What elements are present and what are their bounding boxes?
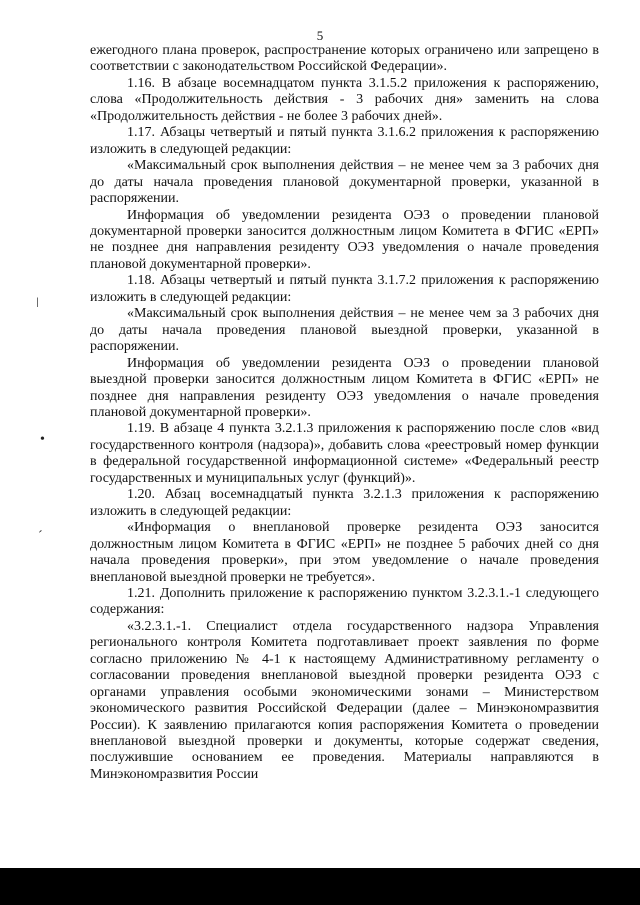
document-body <box>90 43 599 783</box>
paragraph-1-18-max-term: «Максимальный срок выполнения действия – не менее чем за 3 рабочих дня до даты начала проведения плановой выездной проверки, указанной в распоряжении. <box>90 306 599 355</box>
paragraph-closing-quote: ежегодного плана проверок, распространение которых ограничено или запрещено в соответствии с законодательством Российской Федерации». <box>90 43 599 75</box>
paragraph-1-20: 1.20. Абзац восемнадцатый пункта 3.2.1.3 приложения к распоряжению изложить в следующей редакции: <box>90 487 599 519</box>
paragraph-1-21: 1.21. Дополнить приложение к распоряжению пунктом 3.2.3.1.-1 следующего содержания: <box>90 585 599 618</box>
paragraph-1-17-max-term: «Максимальный срок выполнения действия – не менее чем за 3 рабочих дня до даты начала проведения плановой документарной проверки, указанной в распоряжении. <box>90 158 599 207</box>
scan-speck: ǀ <box>36 296 39 311</box>
paragraph-1-19: 1.19. В абзаце 4 пункта 3.2.1.3 приложения к распоряжению после слов «вид государственного контроля (надзора)», добавить слова «реестровый номер функции в федеральной государственной информационной системе» «Федеральный реестр государственных и муниципальных услуг (функций)». <box>90 421 599 486</box>
scan-bottom-edge <box>0 868 640 905</box>
paragraph-1-17-info: Информация об уведомлении резидента ОЭЗ о проведении плановой документарной проверки заносится должностным лицом Комитета в ФГИС «ЕРП» не позднее дня направления резиденту ОЭЗ уведомления о начале проведения плановой документарной проверки». <box>90 207 599 272</box>
paragraph-1-16: 1.16. В абзаце восемнадцатом пункта 3.1.5.2 приложения к распоряжению, слова «Продолжительность действия - 3 рабочих дня» заменить на слова «Продолжительность действия - не более 3 рабочих дней». <box>90 75 599 124</box>
paragraph-1-18-info: Информация об уведомлении резидента ОЭЗ о проведении плановой выездной проверки заносится должностным лицом Комитета в ФГИС «ЕРП» не позднее дня направления резиденту ОЭЗ уведомления о начале проведения плановой документарной проверки». <box>90 355 599 420</box>
scan-speck: ´ <box>38 529 43 544</box>
paragraph-1-18: 1.18. Абзацы четвертый и пятый пункта 3.1.7.2 приложения к распоряжению изложить в следующей редакции: <box>90 273 599 305</box>
page-number: 5 <box>316 28 324 43</box>
paragraph-1-20-quote: «Информация о внеплановой проверке резидента ОЭЗ заносится должностным лицом Комитета в ФГИС «ЕРП» не позднее 5 рабочих дней со дня начала проведения проверки», при этом уведомление о начале проведения внеплановой выездной проверки не требуется». <box>90 520 599 585</box>
paragraph-3-2-3-1-1: «3.2.3.1.-1. Специалист отдела государственного надзора Управления регионального контроля Комитета подготавливает проект заявления по форме согласно приложению № 4-1 к настоящему Административному регламенту о согласовании проведения внеплановой выездной проверки резидента ОЭЗ с органами управления особыми экономическими зонами – Министерством экономического развития Российской Федерации (далее – Минэкономразвития России). К заявлению прилагаются копия распоряжения Комитета о проведении внеплановой выездной проверки и документы, которые содержат сведения, послужившие основанием ее проведения. Материалы направляются в Минэкономразвития России <box>90 618 599 782</box>
scan-speck: • <box>40 432 45 447</box>
paragraph-1-17: 1.17. Абзацы четвертый и пятый пункта 3.1.6.2 приложения к распоряжению изложить в следующей редакции: <box>90 125 599 157</box>
